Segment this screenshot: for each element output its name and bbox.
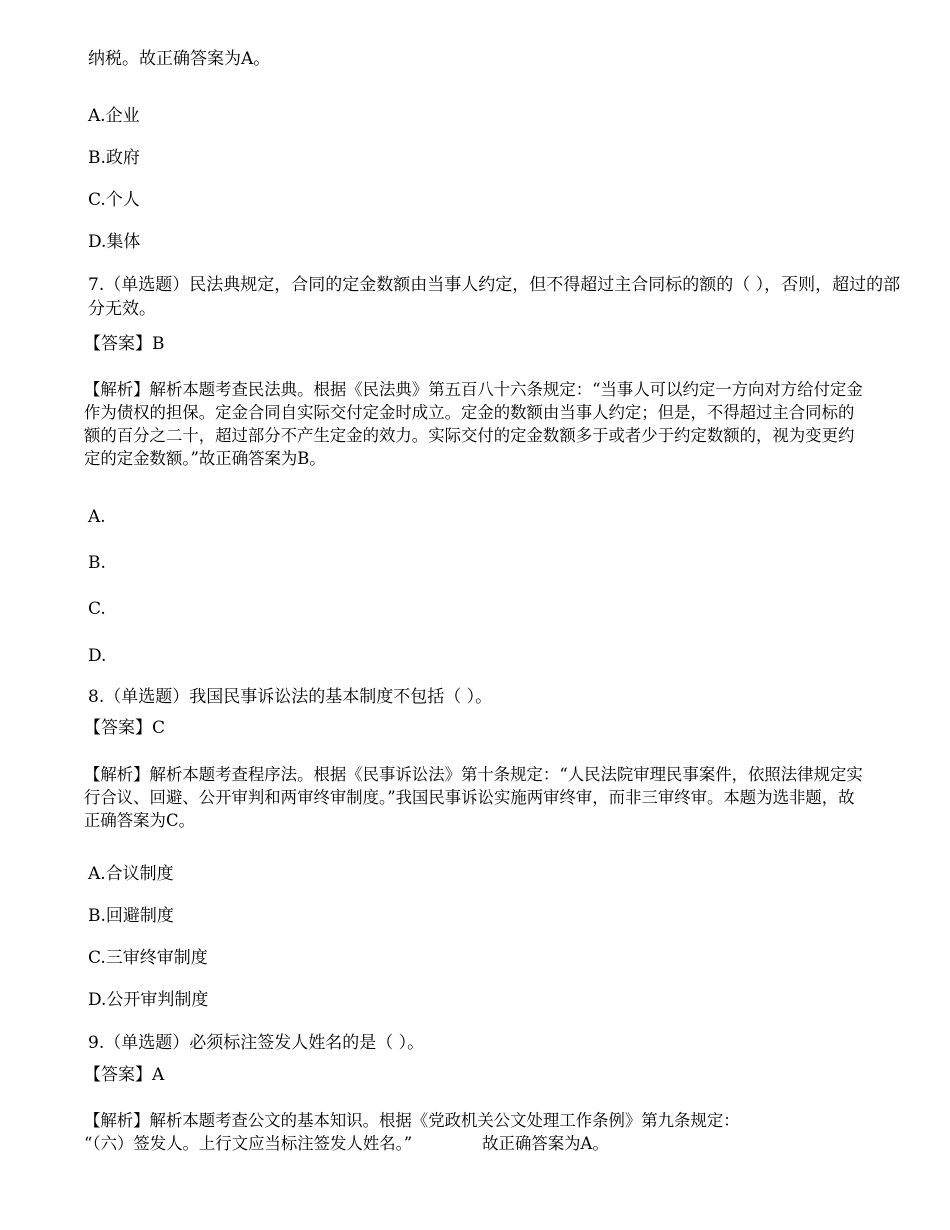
q9-analysis-line-1: 【解析】解析本题考查公文的基本知识。根据《党政机关公文处理工作条例》第九条规定： xyxy=(84,1111,740,1130)
q8-option-c: C.三审终审制度 xyxy=(88,948,208,968)
q8-option-a: A.合议制度 xyxy=(88,864,174,884)
q8-option-d: D.公开审判制度 xyxy=(88,990,209,1010)
q6-option-b: B.政府 xyxy=(88,148,140,168)
q6-option-c: C.个人 xyxy=(88,190,140,210)
q9-analysis-conclusion: 故正确答案为A。 xyxy=(482,1134,609,1153)
q6-option-d: D.集体 xyxy=(88,232,141,252)
q8-option-b: B.回避制度 xyxy=(88,906,174,926)
q7-question: 7.（单选题）民法典规定，合同的定金数额由当事人约定，但不得超过主合同标的额的（ ），否则，超过的部分无效。 xyxy=(88,275,901,319)
q9-analysis-line-2 xyxy=(84,1133,609,1155)
previous-analysis-tail: 纳税。故正确答案为A。 xyxy=(88,49,271,69)
q7-answer: 【答案】B xyxy=(84,334,165,354)
q7-analysis: 【解析】解析本题考查民法典。根据《民法典》第五百八十六条规定：“当事人可以约定一方向对方给付定金作为债权的担保。定金合同自实际交付定金时成立。定金的数额由当事人约定；但是，不得超过主合同标的额的百分之二十，超过部分不产生定金的效力。实际交付的定金数额多于或者少于约定数额的，视为变更约定的定金数额。”故正确答案为B。 xyxy=(84,380,863,468)
q7-option-b: B. xyxy=(88,553,106,573)
q9-question: 9.（单选题）必须标注签发人姓名的是（ ）。 xyxy=(88,1033,425,1053)
q7-option-a: A. xyxy=(88,507,106,527)
q8-question: 8.（单选题）我国民事诉讼法的基本制度不包括（ ）。 xyxy=(88,687,493,707)
q7-option-c: C. xyxy=(88,599,106,619)
q6-option-a: A.企业 xyxy=(88,106,140,126)
q8-answer: 【答案】C xyxy=(84,718,166,738)
q9-answer: 【答案】A xyxy=(84,1065,165,1085)
q8-analysis: 【解析】解析本题考查程序法。根据《民事诉讼法》第十条规定：“人民法院审理民事案件，依照法律规定实行合议、回避、公开审判和两审终审制度。”我国民事诉讼实施两审终审，而非三审终审。本题为选非题，故正确答案为C。 xyxy=(84,765,863,830)
q9-analysis-quote: “（六）签发人。上行文应当标注签发人姓名。” xyxy=(84,1134,413,1153)
q7-option-d: D. xyxy=(88,646,107,666)
